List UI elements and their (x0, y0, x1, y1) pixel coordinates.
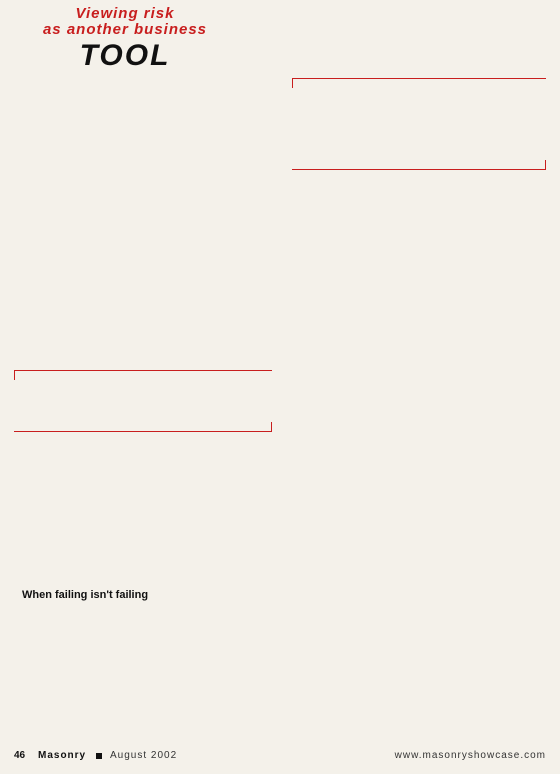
publication-name: Masonry (38, 750, 87, 761)
pullquote-business (14, 370, 272, 432)
page-number: 46 (14, 750, 26, 761)
pullquote-rule-bottom (14, 431, 272, 432)
issue-date: August 2002 (110, 750, 178, 761)
section-body-text (22, 608, 267, 738)
pullquote-tick-left (14, 370, 15, 380)
right-column (286, 176, 541, 416)
pullquote-tick-right (271, 422, 272, 432)
title-line-1: Viewing risk (75, 5, 175, 22)
title-line-2: as another business (42, 21, 208, 38)
page-footer (14, 750, 546, 764)
left-column (22, 100, 267, 340)
separator-square (96, 753, 102, 759)
pullquote-rule-bottom (292, 169, 546, 170)
pullquote-rule-top (14, 370, 272, 371)
pullquote-risk (292, 78, 546, 170)
pullquote-tick-right (545, 160, 546, 170)
website-url: www.masonryshowcase.com (394, 750, 546, 761)
pullquote-rule-top (292, 78, 546, 79)
body-text-block (286, 176, 541, 416)
pullquote-tick-left (292, 78, 293, 88)
body-text-block (22, 100, 267, 340)
title-line-3: TOOL (79, 39, 171, 72)
section-subhead: When failing isn't failing (22, 589, 149, 601)
article-title (10, 6, 240, 72)
